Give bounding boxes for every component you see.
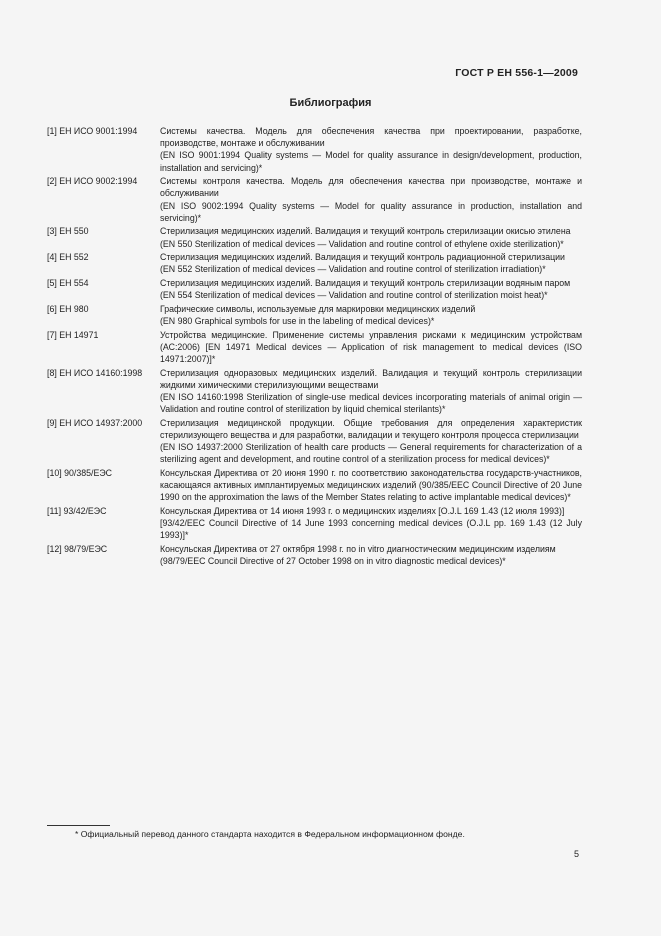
entry-reference: [12] 98/79/ЕЭС bbox=[47, 544, 108, 554]
bibliography-entry bbox=[47, 277, 582, 301]
bibliography-entry bbox=[47, 251, 582, 275]
entry-content bbox=[160, 417, 582, 466]
entry-reference: [2] ЕН ИСО 9002:1994 bbox=[47, 176, 138, 187]
entry-title-en: (98/79/EEC Council Directive of 27 October 1998 on in vitro diagnostic medical devices)* bbox=[160, 556, 506, 567]
entry-title-en: (EN ISO 14160:1998 Sterilization of single-use medical devices incorporating materials of animal origin — Validation and routine control of sterilization by liquid chemical sterilants)* bbox=[160, 392, 582, 415]
bibliography-entry bbox=[47, 175, 582, 224]
page-title: Библиография bbox=[289, 97, 372, 109]
entry-content bbox=[160, 505, 582, 542]
bibliography-entry bbox=[47, 329, 582, 366]
entry-reference: [11] 93/42/ЕЭС bbox=[47, 506, 107, 516]
entry-reference: [4] ЕН 552 bbox=[47, 252, 89, 263]
bibliography-list bbox=[47, 125, 582, 569]
entry-title-en: (EN 552 Sterilization of medical devices — Validation and routine control of sterilization irradiation)* bbox=[160, 264, 546, 275]
entry-title-en: (EN 550 Sterilization of medical devices — Validation and routine control of ethylene oxide sterilization)* bbox=[160, 238, 564, 249]
entry-title-en: (EN 980 Graphical symbols for use in the labeling of medical devices)* bbox=[160, 316, 435, 326]
entry-content bbox=[160, 175, 582, 224]
entry-reference: [10] 90/385/ЕЭС bbox=[47, 468, 113, 478]
entry-title-en: (EN ISO 14937:2000 Sterilization of health care products — General requirements for characterization of a sterilizing agent and development, and routine control of a sterilization process for medical devices)* bbox=[160, 442, 582, 465]
entry-title-ru: Стерилизация медицинских изделий. Валидация и текущий контроль стерилизации водяным паром bbox=[160, 278, 571, 288]
entry-title-en: [93/42/EEC Council Directive of 14 June 1993 concerning medical devices (O.J.L pp. 169 1.43 (12 July 1993)]* bbox=[160, 518, 582, 541]
entry-content bbox=[160, 277, 582, 301]
entry-title-en: (EN ISO 9001:1994 Quality systems — Model for quality assurance in design/development, production, installation and servicing)* bbox=[160, 150, 582, 173]
entry-content bbox=[160, 467, 582, 504]
entry-content bbox=[160, 367, 582, 416]
entry-title-ru: Стерилизация медицинских изделий. Валидация и текущий контроль радиационной стерилизации bbox=[160, 252, 565, 263]
entry-reference: [1] ЕН ИСО 9001:1994 bbox=[47, 126, 138, 136]
entry-title-ru: Устройства медицинские. Применение системы управления рисками к медицинским устройствам (АС:2006) [EN 14971 Medical devices — Application of risk management to medical devices (ISO 14971:2007)]* bbox=[160, 329, 582, 364]
bibliography-entry bbox=[47, 125, 582, 174]
entry-title-en: (EN ISO 9002:1994 Quality systems — Model for quality assurance in production, installation and servicing)* bbox=[160, 200, 582, 223]
footnote: * Официальный перевод данного стандарта находится в Федеральном информационном фонде. bbox=[75, 829, 465, 839]
bibliography-entry bbox=[47, 367, 582, 416]
entry-reference: [9] ЕН ИСО 14937:2000 bbox=[47, 417, 143, 428]
entry-content bbox=[160, 329, 582, 366]
entry-title-ru: Стерилизация одноразовых медицинских изделий. Валидация и текущий контроль стерилизации жидкими химическими стерилизующими веществами bbox=[160, 367, 582, 390]
entry-title-ru: Графические символы, используемые для маркировки медицинских изделий bbox=[160, 303, 476, 314]
bibliography-entry bbox=[47, 303, 582, 327]
entry-content bbox=[160, 225, 582, 249]
bibliography-entry bbox=[47, 467, 582, 504]
entry-title-ru: Консульская Директива от 14 июня 1993 г. о медицинских изделиях [O.J.L 169 1.43 (12 июля 1993)] bbox=[160, 506, 565, 516]
entry-reference: [6] ЕН 980 bbox=[47, 303, 89, 314]
entry-title-ru: Консульская Директива от 20 июня 1990 г. по соответствию законодательства государств-участников, касающаяся активных имплантируемых медицинских изделий (90/385/EEC Council Directive of 20 June 1990 on the approximation the laws of the Member States relating to active implantable medical devices)* bbox=[160, 468, 582, 503]
entry-title-ru: Консульская Директива от 27 октября 1998 г. по in vitro диагностическим медицинским изделиям bbox=[160, 544, 556, 554]
bibliography-entry bbox=[47, 225, 582, 249]
entry-title-ru: Системы контроля качества. Модель для обеспечения качества при производстве, монтаже и обслуживании bbox=[160, 176, 582, 199]
entry-reference: [8] ЕН ИСО 14160:1998 bbox=[47, 367, 143, 378]
entry-title-en: (EN 554 Sterilization of medical devices — Validation and routine control of sterilization moist heat)* bbox=[160, 290, 548, 301]
page-number: 5 bbox=[573, 849, 579, 859]
entry-content bbox=[160, 303, 582, 327]
document-header: ГОСТ Р ЕН 556-1—2009 bbox=[455, 67, 578, 79]
entry-content bbox=[160, 251, 582, 275]
entry-title-ru: Системы качества. Модель для обеспечения качества при проектировании, разработке, производстве, монтаже и обслуживании bbox=[160, 126, 582, 149]
footnote-divider bbox=[47, 825, 110, 826]
entry-reference: [7] ЕН 14971 bbox=[47, 329, 99, 340]
entry-reference: [3] ЕН 550 bbox=[47, 226, 89, 237]
entry-title-ru: Стерилизация медицинских изделий. Валидация и текущий контроль стерилизации окисью этилена bbox=[160, 226, 571, 237]
entry-content bbox=[160, 125, 582, 174]
entry-content bbox=[160, 543, 582, 567]
bibliography-entry bbox=[47, 417, 582, 466]
entry-reference: [5] ЕН 554 bbox=[47, 278, 89, 288]
bibliography-entry bbox=[47, 505, 582, 542]
entry-title-ru: Стерилизация медицинской продукции. Общие требования для определения характеристик стерилизующего вещества и для разработки, валидации и текущего контроля процесса стерилизации bbox=[160, 417, 582, 440]
bibliography-entry bbox=[47, 543, 582, 567]
